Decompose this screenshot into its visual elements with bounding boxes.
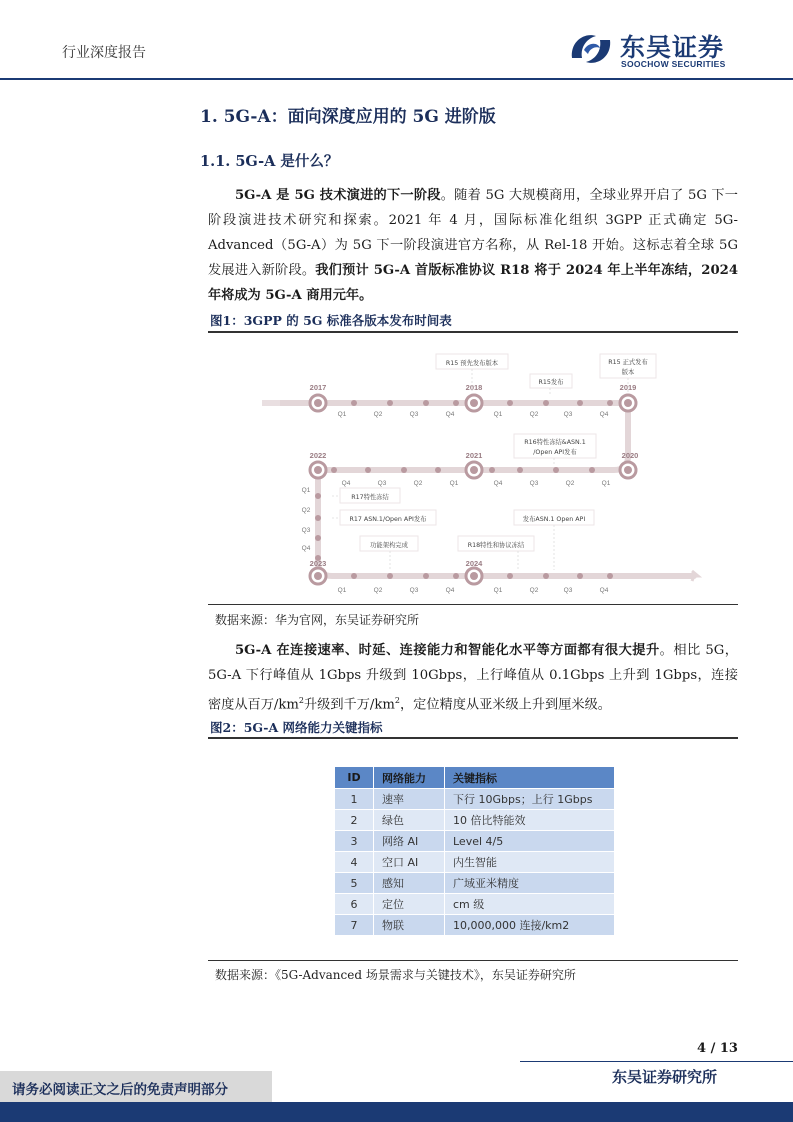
- svg-text:R18特性和协议冻结: R18特性和协议冻结: [467, 542, 525, 549]
- svg-text:Q4: Q4: [599, 411, 609, 418]
- svg-text:R15 正式发布: R15 正式发布: [608, 359, 648, 366]
- row-kpi: 下行 10Gbps；上行 1Gbps: [445, 789, 615, 810]
- table-row: [335, 831, 615, 852]
- row-capability: 定位: [374, 894, 445, 915]
- svg-text:2021: 2021: [465, 451, 483, 460]
- header-rule: [0, 78, 793, 80]
- row-kpi: 10 倍比特能效: [445, 810, 615, 831]
- svg-text:Q3: Q3: [301, 527, 311, 534]
- svg-text:2023: 2023: [309, 559, 327, 568]
- row-capability: 空口 AI: [374, 852, 445, 873]
- svg-text:2018: 2018: [465, 383, 483, 392]
- row-capability: 速率: [374, 789, 445, 810]
- row-kpi: 广域亚米精度: [445, 873, 615, 894]
- svg-text:Q1: Q1: [493, 587, 503, 594]
- svg-text:Q3: Q3: [529, 480, 539, 487]
- svg-text:Q4: Q4: [445, 411, 455, 418]
- logo-cn-text: 东吴证券: [620, 33, 725, 62]
- para1-text-1: 。随着 5G 大规模商用，全球业界开启了 5G 下一阶段演进技术研究和探索。2021 年 4 月，国际标准化组织 3GPP 正式确定 5G-Advanced（5G-A）为 5G 下一阶段演进官方名称，从 Rel-18 开始。这标志着全球 5G 发展进入新阶段。: [208, 188, 738, 278]
- svg-text:版本: 版本: [621, 369, 635, 376]
- row-kpi: 内生智能: [445, 852, 615, 873]
- svg-text:R15 预先发布版本: R15 预先发布版本: [445, 360, 499, 367]
- footer-bar: [0, 1102, 793, 1122]
- para1-bold-2: 我们预计 5G-A 首版标准协议 R18 将于 2024 年上半年冻结，2024 年将成为 5G-A 商用元年。: [208, 263, 738, 303]
- para2-bold: 5G-A 在连接速率、时延、连接能力和智能化水平等方面都有很大提升: [235, 643, 660, 658]
- svg-text:Q2: Q2: [413, 480, 423, 487]
- svg-text:Q2: Q2: [565, 480, 575, 487]
- para2-sup-1: 2: [298, 696, 304, 705]
- svg-text:发布ASN.1 Open API: 发布ASN.1 Open API: [522, 516, 586, 523]
- para2-text-1: 。相比 5G，5G-A 下行峰值从 1Gbps 升级到 10Gbps，上行峰值从 0.1Gbps 上升到 1Gbps，连接密度从百万/km: [208, 643, 738, 713]
- svg-text:R15发布: R15发布: [538, 379, 564, 386]
- row-id: 5: [335, 873, 374, 894]
- company-logo: [568, 28, 743, 72]
- svg-text:Q2: Q2: [529, 587, 539, 594]
- svg-text:R16特性冻结&ASN.1: R16特性冻结&ASN.1: [524, 439, 586, 446]
- table-row: [335, 873, 615, 894]
- svg-text:Q3: Q3: [409, 587, 419, 594]
- svg-text:Q1: Q1: [301, 487, 311, 494]
- svg-text:2017: 2017: [309, 383, 327, 392]
- figure1-top-rule: [208, 331, 738, 333]
- svg-text:Q4: Q4: [301, 545, 311, 552]
- svg-text:2024: 2024: [465, 559, 483, 568]
- svg-text:Q2: Q2: [373, 411, 383, 418]
- figure2-title: 图2：5G-A 网络能力关键指标: [210, 720, 383, 735]
- soochow-logo-icon: [568, 28, 614, 70]
- svg-text:R17 ASN.1/Open API发布: R17 ASN.1/Open API发布: [349, 516, 427, 523]
- paragraph-5ga-intro: [208, 183, 738, 308]
- svg-text:/Open API发布: /Open API发布: [533, 449, 577, 456]
- svg-text:Q1: Q1: [493, 411, 503, 418]
- svg-text:Q1: Q1: [337, 587, 347, 594]
- figure2-source: 数据来源：《5G-Advanced 场景需求与关键技术》，东吴证券研究所: [215, 968, 576, 982]
- svg-text:Q3: Q3: [563, 411, 573, 418]
- row-id: 6: [335, 894, 374, 915]
- row-id: 2: [335, 810, 374, 831]
- page-number: 4 / 13: [697, 1041, 738, 1056]
- svg-text:Q4: Q4: [445, 587, 455, 594]
- svg-text:Q3: Q3: [377, 480, 387, 487]
- footer-rule: [520, 1061, 793, 1062]
- logo-en-text: SOOCHOW SECURITIES: [621, 59, 726, 69]
- figure2-top-rule: [208, 737, 738, 739]
- figure1-bottom-rule: [208, 604, 738, 605]
- svg-text:Q2: Q2: [529, 411, 539, 418]
- row-capability: 网络 AI: [374, 831, 445, 852]
- svg-text:Q1: Q1: [337, 411, 347, 418]
- col-kpi-header: 关键指标: [445, 767, 615, 789]
- svg-text:2020: 2020: [621, 451, 639, 460]
- table-row: [335, 894, 615, 915]
- row-id: 4: [335, 852, 374, 873]
- figure2-bottom-rule: [208, 960, 738, 961]
- table-row: [335, 810, 615, 831]
- svg-text:Q1: Q1: [601, 480, 611, 487]
- svg-text:Q3: Q3: [563, 587, 573, 594]
- svg-text:Q3: Q3: [409, 411, 419, 418]
- network-kpi-table: [334, 766, 615, 936]
- svg-text:Q4: Q4: [493, 480, 503, 487]
- svg-text:2022: 2022: [309, 451, 327, 460]
- svg-text:2019: 2019: [619, 383, 637, 392]
- col-id-header: ID: [335, 767, 374, 789]
- row-id: 3: [335, 831, 374, 852]
- row-capability: 绿色: [374, 810, 445, 831]
- row-id: 7: [335, 915, 374, 936]
- table-row: [335, 789, 615, 810]
- release-timeline-diagram: [210, 336, 740, 604]
- para2-text-2: 升级到千万/km: [303, 697, 395, 713]
- svg-text:Q2: Q2: [373, 587, 383, 594]
- subsection-heading: 1.1. 5G-A 是什么？: [200, 153, 339, 170]
- table-row: [335, 915, 615, 936]
- para2-sup-2: 2: [394, 696, 400, 705]
- figure1-title: 图1：3GPP 的 5G 标准各版本发布时间表: [210, 313, 452, 328]
- svg-text:Q1: Q1: [449, 480, 459, 487]
- row-capability: 感知: [374, 873, 445, 894]
- figure1-source: 数据来源：华为官网，东吴证券研究所: [215, 613, 420, 627]
- paragraph-5ga-improvements: [208, 638, 738, 717]
- table-row: [335, 852, 615, 873]
- disclaimer-banner: [0, 1071, 272, 1102]
- row-id: 1: [335, 789, 374, 810]
- row-kpi: 10,000,000 连接/km2: [445, 915, 615, 936]
- report-type-label: 行业深度报告: [62, 45, 146, 61]
- svg-text:Q2: Q2: [301, 507, 311, 514]
- disclaimer-text: 请务必阅读正文之后的免责声明部分: [12, 1082, 228, 1098]
- table-header-row: [335, 767, 615, 789]
- col-capability-header: 网络能力: [374, 767, 445, 789]
- row-kpi: cm 级: [445, 894, 615, 915]
- svg-text:Q4: Q4: [341, 480, 351, 487]
- row-kpi: Level 4/5: [445, 831, 615, 852]
- svg-text:Q4: Q4: [599, 587, 609, 594]
- svg-text:R17特性冻结: R17特性冻结: [351, 494, 389, 501]
- row-capability: 物联: [374, 915, 445, 936]
- svg-text:功能架构完成: 功能架构完成: [370, 542, 408, 549]
- section-heading: 1. 5G-A：面向深度应用的 5G 进阶版: [200, 107, 496, 127]
- para1-bold-1: 5G-A 是 5G 技术演进的下一阶段: [235, 188, 441, 203]
- footer-org-name: 东吴证券研究所: [612, 1068, 718, 1086]
- para2-text-3: ，定位精度从亚米级上升到厘米级。: [399, 697, 611, 713]
